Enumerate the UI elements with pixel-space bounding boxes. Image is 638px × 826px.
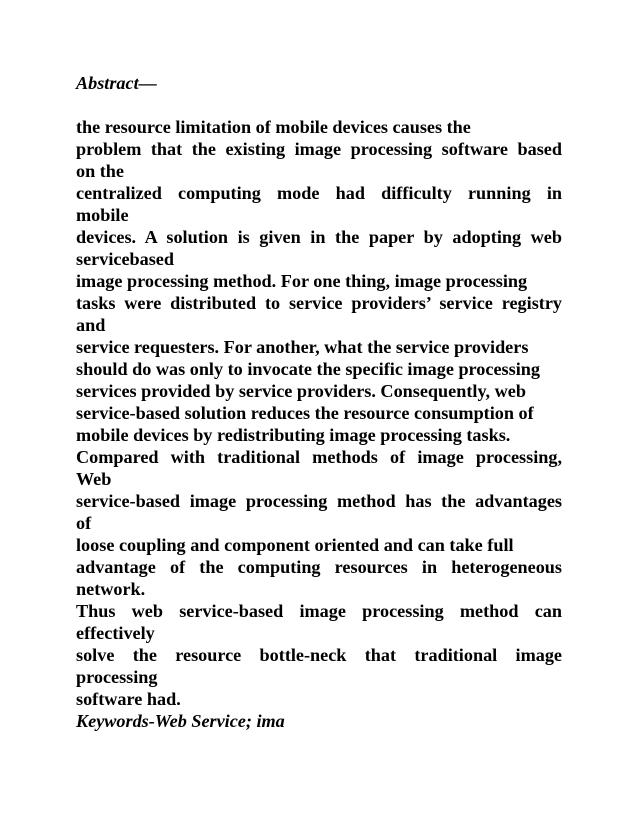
abstract-line: advantage of the computing resources in heterogeneous bbox=[76, 557, 562, 577]
abstract-line: solve the resource bottle-neck that traditional image bbox=[76, 645, 562, 665]
abstract-line: servicebased bbox=[76, 249, 174, 269]
abstract-line: Compared with traditional methods of image processing, bbox=[76, 447, 562, 467]
abstract-line: on the bbox=[76, 161, 124, 181]
abstract-line: devices. A solution is given in the paper by adopting web bbox=[76, 227, 562, 247]
abstract-line: service requesters. For another, what the service providers bbox=[76, 337, 529, 357]
abstract-line: processing bbox=[76, 667, 158, 687]
abstract-line: problem that the existing image processing software based bbox=[76, 139, 562, 159]
abstract-line: service-based solution reduces the resource consumption of bbox=[76, 403, 534, 423]
abstract-line: and bbox=[76, 315, 106, 335]
abstract-line: effectively bbox=[76, 623, 155, 643]
abstract-line: image processing method. For one thing, image processing bbox=[76, 271, 528, 291]
abstract-line: the resource limitation of mobile devices causes the bbox=[76, 117, 471, 137]
abstract-line: Thus web service-based image processing method can bbox=[76, 601, 562, 621]
abstract-line: mobile devices by redistributing image processing tasks. bbox=[76, 425, 511, 445]
abstract-line: mobile bbox=[76, 205, 129, 225]
abstract-line: network. bbox=[76, 579, 146, 599]
abstract-line: service-based image processing method has the advantages bbox=[76, 491, 562, 511]
abstract-line: centralized computing mode had difficulty running in bbox=[76, 183, 562, 203]
abstract-heading: Abstract— bbox=[76, 73, 157, 93]
abstract-line: tasks were distributed to service providers’ service registry bbox=[76, 293, 562, 313]
abstract-line: services provided by service providers. Consequently, web bbox=[76, 381, 526, 401]
abstract-line: should do was only to invocate the specific image processing bbox=[76, 359, 540, 379]
abstract-line: software had. bbox=[76, 689, 181, 709]
abstract-line: of bbox=[76, 513, 92, 533]
abstract-line: Web bbox=[76, 469, 112, 489]
keywords-line: Keywords-Web Service; ima bbox=[76, 711, 285, 731]
abstract-body bbox=[76, 116, 562, 710]
abstract-section bbox=[76, 72, 562, 732]
abstract-line: loose coupling and component oriented and can take full bbox=[76, 535, 514, 555]
